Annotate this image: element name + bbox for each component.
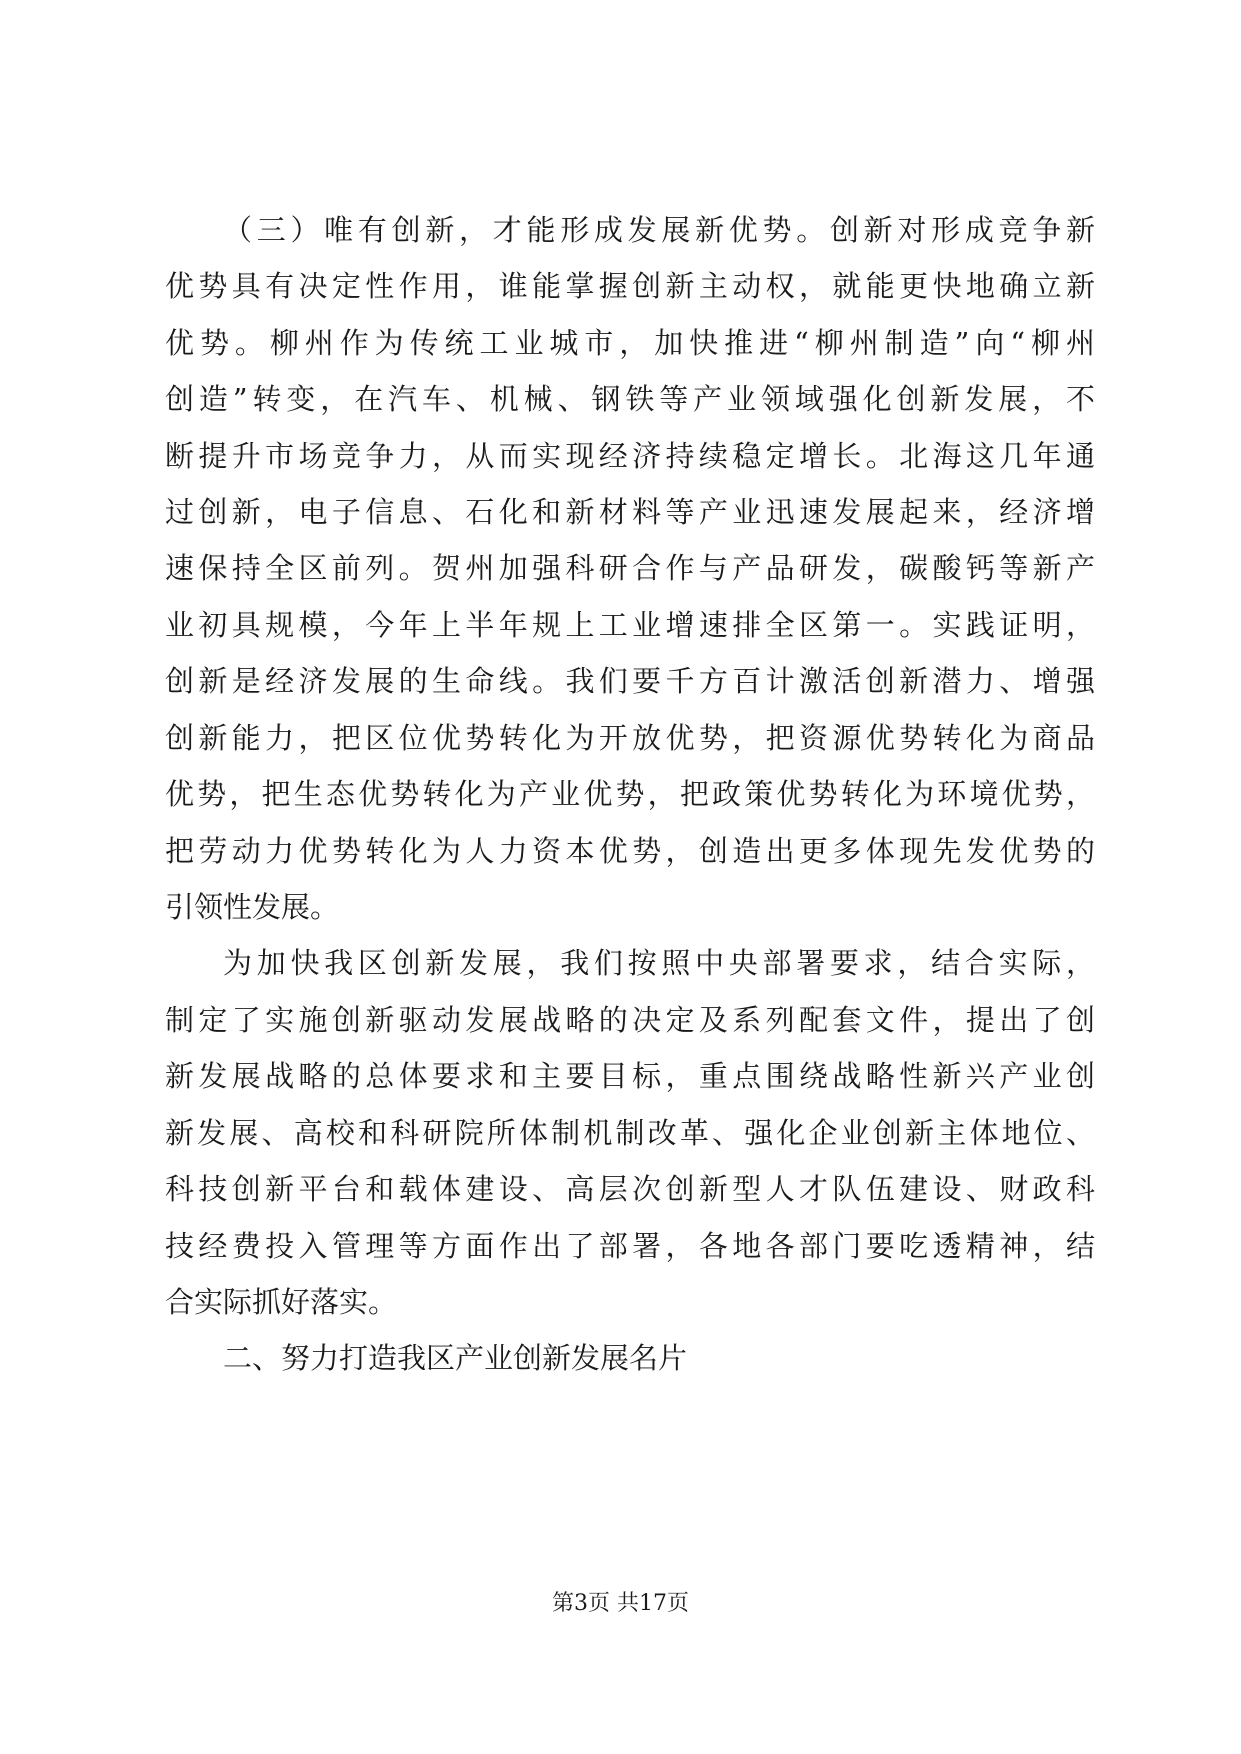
paragraph-line: 创新是经济发展的生命线。我们要千方百计激活创新潜力、增强 [165, 664, 1095, 698]
paragraph-line: 业初具规模，今年上半年规上工业增速排全区第一。实践证明， [165, 608, 1095, 642]
paragraph-line: 科技创新平台和载体建设、高层次创新型人才队伍建设、财政科 [165, 1172, 1095, 1206]
paragraph-line: 优势具有决定性作用，谁能掌握创新主动权，就能更快地确立新 [165, 269, 1095, 303]
paragraph-line: 速保持全区前列。贺州加强科研合作与产品研发，碳酸钙等新产 [165, 551, 1095, 585]
paragraph-line: 优势。柳州作为传统工业城市，加快推进“柳州制造”向“柳州 [165, 326, 1095, 360]
paragraph-line: （三）唯有创新，才能形成发展新优势。创新对形成竞争新 [223, 213, 1095, 247]
paragraph-line: 合实际抓好落实。 [165, 1285, 398, 1319]
paragraph-line: 新发展、高校和科研院所体制机制改革、强化企业创新主体地位、 [165, 1116, 1095, 1150]
paragraph-line: 为加快我区创新发展，我们按照中央部署要求，结合实际， [223, 946, 1095, 980]
paragraph-line: 断提升市场竞争力，从而实现经济持续稳定增长。北海这几年通 [165, 439, 1095, 473]
paragraph-line: 技经费投入管理等方面作出了部署，各地各部门要吃透精神，结 [165, 1229, 1095, 1263]
paragraph-line: 创新能力，把区位优势转化为开放优势，把资源优势转化为商品 [165, 721, 1095, 755]
paragraph-line: 过创新，电子信息、石化和新材料等产业迅速发展起来，经济增 [165, 495, 1095, 529]
paragraph-line: 引领性发展。 [165, 890, 340, 924]
section-heading: 二、努力打造我区产业创新发展名片 [223, 1341, 688, 1375]
paragraph-line: 新发展战略的总体要求和主要目标，重点围绕战略性新兴产业创 [165, 1059, 1095, 1093]
page-number-footer: 第3页 共17页 [552, 1591, 689, 1616]
paragraph-line: 创造”转变，在汽车、机械、钢铁等产业领域强化创新发展，不 [165, 382, 1095, 416]
paragraph-line: 优势，把生态优势转化为产业优势，把政策优势转化为环境优势， [165, 777, 1095, 811]
paragraph-line: 把劳动力优势转化为人力资本优势，创造出更多体现先发优势的 [165, 834, 1095, 868]
paragraph-line: 制定了实施创新驱动发展战略的决定及系列配套文件，提出了创 [165, 1003, 1095, 1037]
